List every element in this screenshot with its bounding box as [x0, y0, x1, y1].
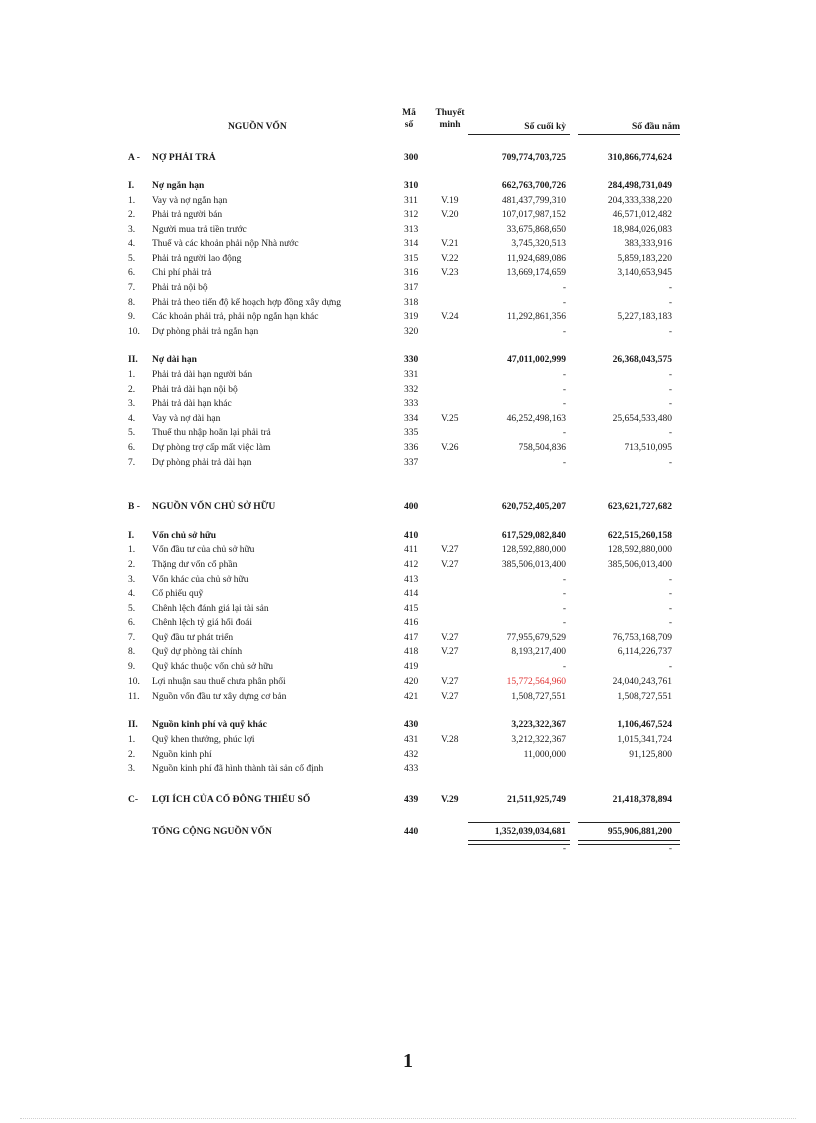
row-end-value: -: [562, 589, 566, 599]
row-code: 416: [404, 618, 419, 628]
row-label: Phải trả người bán: [152, 210, 223, 220]
row-label: Phải trả dài hạn người bán: [152, 370, 253, 380]
row-end-value: 46,252,498,163: [506, 414, 566, 424]
row-number: 3.: [128, 399, 136, 409]
row-end-value: 11,292,861,356: [506, 312, 566, 322]
row-code: 419: [404, 662, 419, 672]
table-row: [0, 660, 816, 675]
row-end-value: 11,924,689,086: [506, 254, 566, 264]
row-note: V.27: [441, 677, 459, 687]
row-number: 2.: [128, 210, 136, 220]
row-begin-value: -: [668, 370, 672, 380]
row-label: NGUỒN VỐN CHỦ SỞ HỮU: [152, 502, 276, 512]
row-end-value: 8,193,217,400: [511, 647, 566, 657]
row-begin-value: 18,984,026,083: [612, 225, 672, 235]
row-note: V.25: [441, 414, 459, 424]
table-row: [0, 194, 816, 209]
table-row: [0, 690, 816, 705]
row-number: 4.: [128, 414, 136, 424]
row-number: 5.: [128, 428, 136, 438]
row-label: Phải trả dài hạn nội bộ: [152, 385, 238, 395]
row-end-value: 128,592,880,000: [501, 545, 566, 555]
row-note: V.29: [441, 795, 459, 805]
row-label: Phải trả người lao động: [152, 254, 242, 264]
table-row: [0, 529, 816, 544]
row-end-value: -: [562, 618, 566, 628]
row-end-value: 1,508,727,551: [511, 692, 566, 702]
row-begin-value: 383,333,916: [624, 239, 672, 249]
row-code: 332: [404, 385, 419, 395]
row-code: 431: [404, 735, 419, 745]
row-label: Phải trả nội bộ: [152, 283, 208, 293]
row-label: Nợ ngắn hạn: [152, 181, 205, 191]
row-end-value: 21,511,925,749: [507, 795, 566, 805]
row-end-value: -: [562, 385, 566, 395]
row-code: 315: [404, 254, 419, 264]
row-code: 313: [404, 225, 419, 235]
row-begin-value: 385,506,013,400: [607, 560, 672, 570]
row-begin-value: 955,906,881,200: [607, 827, 672, 837]
row-begin-value: 6,114,226,737: [617, 647, 672, 657]
row-end-value: 13,669,174,659: [506, 268, 566, 278]
row-label: TỔNG CỘNG NGUỒN VỐN: [152, 827, 272, 837]
row-note: V.20: [441, 210, 459, 220]
header-note-1: Thuyết: [435, 108, 465, 118]
row-code: 417: [404, 633, 419, 643]
row-end-value: 3,223,322,367: [511, 720, 566, 730]
row-code: 432: [404, 750, 419, 760]
row-end-value: -: [562, 458, 566, 468]
table-row: [0, 310, 816, 325]
row-label: Thuế thu nhập hoãn lại phải trả: [152, 428, 271, 438]
table-row: [0, 675, 816, 690]
row-number: 1.: [128, 735, 136, 745]
row-label: Thuế và các khoản phải nộp Nhà nước: [152, 239, 299, 249]
row-number: 3.: [128, 764, 136, 774]
row-note: V.24: [441, 312, 459, 322]
row-label: Chênh lệch tỷ giá hối đoái: [152, 618, 252, 628]
row-code: 418: [404, 647, 419, 657]
row-note: V.21: [441, 239, 459, 249]
row-end-value: 77,955,679,529: [506, 633, 566, 643]
row-label: Phải trả theo tiến độ kế hoạch hợp đồng xây dựng: [152, 298, 342, 308]
row-begin-value: -: [668, 575, 672, 585]
row-begin-value: -: [668, 399, 672, 409]
table-row: [0, 296, 816, 311]
row-begin-value: -: [668, 662, 672, 672]
row-end-value: -: [562, 283, 566, 293]
row-label: Vốn đầu tư của chủ sở hữu: [152, 545, 255, 555]
table-row: [0, 558, 816, 573]
row-note: V.27: [441, 560, 459, 570]
header-code-1: Mã: [402, 108, 416, 118]
table-row: [0, 368, 816, 383]
row-code: 318: [404, 298, 419, 308]
row-note: V.19: [441, 196, 459, 206]
row-number: 1.: [128, 196, 136, 206]
row-end-value: -: [562, 298, 566, 308]
row-number: II.: [128, 720, 138, 730]
row-begin-value: 3,140,653,945: [617, 268, 672, 278]
row-code: 433: [404, 764, 419, 774]
header-begin: Số đầu năm: [631, 122, 680, 132]
row-label: Chênh lệch đánh giá lại tài sản: [152, 604, 269, 614]
row-label: NỢ PHẢI TRẢ: [152, 153, 216, 163]
header-begin-underline: [578, 134, 680, 135]
row-code: 336: [404, 443, 419, 453]
row-note: V.23: [441, 268, 459, 278]
row-number: 5.: [128, 254, 136, 264]
header-end-underline: [468, 134, 570, 135]
row-code: 316: [404, 268, 419, 278]
row-code: 413: [404, 575, 419, 585]
row-note: V.28: [441, 735, 459, 745]
row-end-value: 481,437,799,310: [501, 196, 566, 206]
row-begin-value: -: [668, 604, 672, 614]
row-begin-value: 5,859,183,220: [617, 254, 672, 264]
row-code: 414: [404, 589, 419, 599]
row-number: 3.: [128, 225, 136, 235]
row-code: 334: [404, 414, 419, 424]
row-begin-value: 1,508,727,551: [617, 692, 672, 702]
row-number: I.: [128, 181, 135, 191]
trailing-dash-row: [0, 843, 816, 855]
row-number: 9.: [128, 312, 136, 322]
row-end-value: 33,675,868,650: [506, 225, 566, 235]
row-begin-value: 1,106,467,524: [617, 720, 672, 730]
table-row: [0, 237, 816, 252]
header-note-2: minh: [439, 120, 461, 130]
total-top-line-end: [468, 822, 570, 823]
row-begin-value: 284,498,731,049: [607, 181, 672, 191]
table-row: [0, 631, 816, 646]
row-code: 440: [404, 827, 419, 837]
row-number: 7.: [128, 633, 136, 643]
row-end-value: 15,772,564,960: [506, 677, 566, 687]
row-begin-value: 25,654,533,480: [612, 414, 672, 424]
row-end-value: 662,763,700,726: [501, 181, 566, 191]
row-number: 8.: [128, 298, 136, 308]
table-row: [0, 718, 816, 733]
row-end-value: -: [562, 604, 566, 614]
row-code: 412: [404, 560, 419, 570]
row-begin-value: 91,125,800: [629, 750, 672, 760]
row-label: Nguồn vốn đầu tư xây dựng cơ bản: [152, 692, 287, 702]
row-label: Nguồn kinh phí: [152, 750, 212, 760]
row-label: Nguồn kinh phí và quỹ khác: [152, 720, 267, 730]
table-row: [0, 456, 816, 471]
row-end-value: 47,011,002,999: [507, 355, 566, 365]
table-row: [0, 426, 816, 441]
table-row: [0, 252, 816, 267]
table-row: [0, 441, 816, 456]
row-end-value: -: [562, 575, 566, 585]
row-begin-value: 310,866,774,624: [607, 153, 672, 163]
row-label: Nợ dài hạn: [152, 355, 197, 365]
row-note: V.27: [441, 633, 459, 643]
row-number: A -: [128, 153, 140, 163]
row-number: 6.: [128, 268, 136, 278]
trailing-dash-end: -: [562, 844, 566, 854]
row-end-value: 1,352,039,034,681: [494, 827, 566, 837]
row-end-value: 11,000,000: [523, 750, 566, 760]
row-code: 421: [404, 692, 419, 702]
row-end-value: -: [562, 662, 566, 672]
row-end-value: 709,774,703,725: [501, 153, 566, 163]
row-begin-value: 128,592,880,000: [607, 545, 672, 555]
row-begin-value: 46,571,012,482: [612, 210, 672, 220]
row-label: Thặng dư vốn cổ phần: [152, 560, 238, 570]
row-end-value: -: [562, 370, 566, 380]
row-label: Dự phòng trợ cấp mất việc làm: [152, 443, 271, 453]
row-code: 430: [404, 720, 419, 730]
row-number: 7.: [128, 458, 136, 468]
row-code: 310: [404, 181, 419, 191]
row-code: 439: [404, 795, 419, 805]
row-begin-value: -: [668, 283, 672, 293]
row-number: 1.: [128, 545, 136, 555]
row-code: 314: [404, 239, 419, 249]
table-row: [0, 223, 816, 238]
row-label: Quỹ dự phòng tài chính: [152, 647, 243, 657]
row-label: Dự phòng phải trả dài hạn: [152, 458, 252, 468]
row-number: 7.: [128, 283, 136, 293]
row-label: Vốn khác của chủ sở hữu: [152, 575, 249, 585]
row-code: 411: [404, 545, 418, 555]
row-label: Lợi nhuận sau thuế chưa phân phối: [152, 677, 286, 687]
row-code: 312: [404, 210, 419, 220]
row-begin-value: 26,368,043,575: [612, 355, 672, 365]
table-row: [0, 616, 816, 631]
row-number: 2.: [128, 560, 136, 570]
row-number: 4.: [128, 239, 136, 249]
row-begin-value: -: [668, 385, 672, 395]
row-begin-value: -: [668, 618, 672, 628]
row-label: Phải trả dài hạn khác: [152, 399, 232, 409]
row-label: Quỹ khác thuộc vốn chủ sở hữu: [152, 662, 273, 672]
row-label: Quỹ khen thưởng, phúc lợi: [152, 735, 255, 745]
page-bottom-border: [20, 1118, 796, 1119]
row-begin-value: 622,515,260,158: [607, 531, 672, 541]
row-code: 410: [404, 531, 419, 541]
header-code-2: số: [404, 120, 414, 130]
row-label: Chi phí phải trả: [152, 268, 212, 278]
row-end-value: -: [562, 399, 566, 409]
row-code: 320: [404, 327, 419, 337]
row-label: Vốn chủ sở hữu: [152, 531, 217, 541]
row-code: 333: [404, 399, 419, 409]
row-number: 1.: [128, 370, 136, 380]
table-row: [0, 645, 816, 660]
row-number: 3.: [128, 575, 136, 585]
row-code: 337: [404, 458, 419, 468]
row-label: Nguồn kinh phí đã hình thành tài sản cố định: [152, 764, 324, 774]
row-begin-value: 1,015,341,724: [617, 735, 672, 745]
header-title: NGUỒN VỐN: [228, 122, 287, 132]
table-row: [0, 397, 816, 412]
row-begin-value: 204,333,338,220: [607, 196, 672, 206]
row-note: V.27: [441, 545, 459, 555]
row-begin-value: 76,753,168,709: [612, 633, 672, 643]
row-code: 335: [404, 428, 419, 438]
row-note: V.27: [441, 692, 459, 702]
row-number: B -: [128, 502, 140, 512]
row-number: II.: [128, 355, 138, 365]
table-row: [0, 383, 816, 398]
table-row: [0, 825, 816, 840]
row-number: 10.: [128, 327, 140, 337]
table-row: [0, 602, 816, 617]
row-end-value: -: [562, 428, 566, 438]
row-number: 4.: [128, 589, 136, 599]
row-code: 317: [404, 283, 419, 293]
row-number: 9.: [128, 662, 136, 672]
table-row: [0, 733, 816, 748]
row-end-value: 3,212,322,367: [511, 735, 566, 745]
row-end-value: 620,752,405,207: [501, 502, 566, 512]
table-row: [0, 500, 816, 515]
table-row: [0, 412, 816, 427]
row-number: 11.: [128, 692, 140, 702]
row-end-value: 3,745,320,513: [511, 239, 566, 249]
row-end-value: 758,504,836: [518, 443, 566, 453]
row-label: Vay và nợ dài hạn: [152, 414, 221, 424]
header-end: Số cuối kỳ: [524, 122, 566, 132]
row-end-value: 385,506,013,400: [501, 560, 566, 570]
row-number: 6.: [128, 618, 136, 628]
table-row: [0, 587, 816, 602]
row-code: 300: [404, 153, 419, 163]
row-code: 415: [404, 604, 419, 614]
row-code: 420: [404, 677, 419, 687]
row-begin-value: 623,621,727,682: [607, 502, 672, 512]
row-note: V.26: [441, 443, 459, 453]
row-number: 5.: [128, 604, 136, 614]
table-row: [0, 179, 816, 194]
row-code: 311: [404, 196, 418, 206]
row-note: V.27: [441, 647, 459, 657]
table-row: [0, 543, 816, 558]
row-begin-value: 5,227,183,183: [617, 312, 672, 322]
row-label: Dự phòng phải trả ngắn hạn: [152, 327, 259, 337]
row-code: 319: [404, 312, 419, 322]
row-number: 8.: [128, 647, 136, 657]
row-begin-value: 24,040,243,761: [612, 677, 672, 687]
row-label: Vay và nợ ngắn hạn: [152, 196, 228, 206]
row-code: 330: [404, 355, 419, 365]
row-note: V.22: [441, 254, 459, 264]
row-label: Cổ phiếu quỹ: [152, 589, 204, 599]
row-begin-value: -: [668, 428, 672, 438]
table-row: [0, 151, 816, 166]
row-label: Các khoản phải trả, phải nộp ngắn hạn khác: [152, 312, 319, 322]
table-row: [0, 793, 816, 808]
table-row: [0, 325, 816, 340]
row-number: 10.: [128, 677, 140, 687]
row-end-value: -: [562, 327, 566, 337]
table-row: [0, 208, 816, 223]
row-number: 2.: [128, 385, 136, 395]
trailing-dash-begin: -: [668, 844, 672, 854]
row-label: Quỹ đầu tư phát triển: [152, 633, 234, 643]
row-number: C-: [128, 795, 139, 805]
row-number: 6.: [128, 443, 136, 453]
row-begin-value: -: [668, 458, 672, 468]
row-code: 400: [404, 502, 419, 512]
row-begin-value: -: [668, 298, 672, 308]
total-top-line-begin: [578, 822, 680, 823]
row-number: 2.: [128, 750, 136, 760]
table-row: [0, 353, 816, 368]
table-row: [0, 748, 816, 763]
table-row: [0, 266, 816, 281]
row-label: Người mua trả tiền trước: [152, 225, 247, 235]
row-number: I.: [128, 531, 135, 541]
table-row: [0, 573, 816, 588]
row-end-value: 107,017,987,152: [501, 210, 566, 220]
row-begin-value: -: [668, 589, 672, 599]
table-row: [0, 281, 816, 296]
row-code: 331: [404, 370, 419, 380]
row-label: LỢI ÍCH CỦA CỔ ĐÔNG THIỂU SỐ: [152, 795, 311, 805]
row-begin-value: 21,418,378,894: [612, 795, 672, 805]
row-begin-value: -: [668, 327, 672, 337]
table-row: [0, 762, 816, 777]
page-number: 1: [403, 1050, 413, 1072]
row-end-value: 617,529,082,840: [501, 531, 566, 541]
row-begin-value: 713,510,095: [624, 443, 672, 453]
